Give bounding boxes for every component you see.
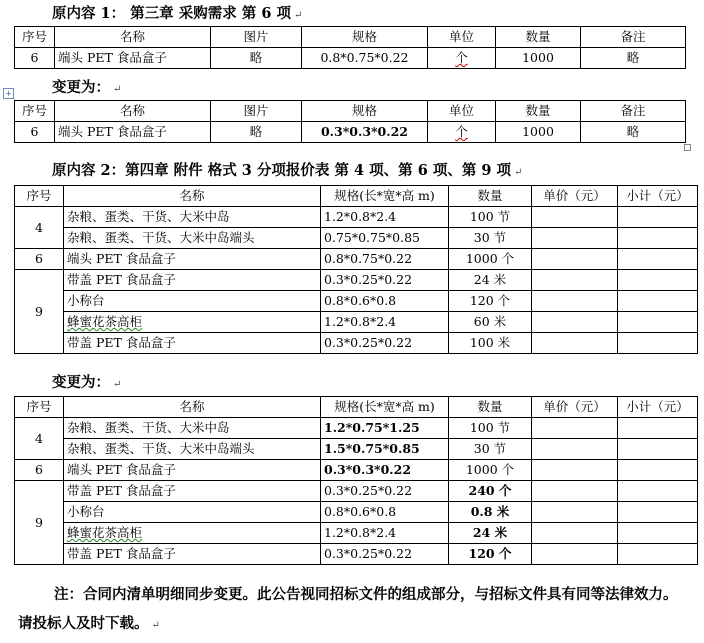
header-cell: 序号	[15, 397, 64, 418]
cell-spec: 0.8*0.6*0.8	[321, 502, 449, 523]
header-cell: 数量	[496, 27, 581, 48]
cell-no: 6	[15, 460, 64, 481]
cell-subtotal	[618, 312, 698, 333]
cell-no: 4	[15, 418, 64, 460]
cell-spec: 1.2*0.8*2.4	[321, 523, 449, 544]
table-row	[15, 48, 686, 69]
paragraph-mark-icon: ↵	[113, 84, 122, 95]
cell-spec: 0.3*0.3*0.22	[321, 460, 449, 481]
section2-changed-heading	[52, 374, 121, 394]
cell-no: 6	[15, 48, 55, 69]
table-resize-handle[interactable]	[684, 144, 691, 151]
table-original-2[interactable]	[14, 185, 698, 354]
header-cell: 数量	[496, 101, 581, 122]
section2-heading-text: 原内容 2：第四章 附件 格式 3 分项报价表 第 4 项、第 6 项、第 9 项	[52, 162, 512, 179]
header-cell: 小计（元）	[618, 397, 698, 418]
cell-spec: 0.8*0.6*0.8	[321, 291, 449, 312]
cell-spec: 1.2*0.8*2.4	[321, 312, 449, 333]
header-cell: 数量	[449, 186, 532, 207]
cell-spec: 0.3*0.25*0.22	[321, 481, 449, 502]
cell-subtotal	[618, 460, 698, 481]
cell-price	[532, 333, 618, 354]
cell-subtotal	[618, 270, 698, 291]
cell-qty: 1000 个	[449, 460, 532, 481]
cell-qty: 240 个	[449, 481, 532, 502]
table-row	[15, 207, 698, 228]
table-move-anchor-icon[interactable]: +	[3, 88, 14, 99]
cell-spec: 0.75*0.75*0.85	[321, 228, 449, 249]
cell-qty: 0.8 米	[449, 502, 532, 523]
cell-subtotal	[618, 544, 698, 565]
cell-spec: 0.3*0.25*0.22	[321, 333, 449, 354]
cell-subtotal	[618, 228, 698, 249]
section1-heading-text: 原内容 1： 第三章 采购需求 第 6 项	[52, 5, 291, 22]
cell-name: 小称台	[64, 291, 321, 312]
cell-no: 9	[15, 481, 64, 565]
table-row	[15, 291, 698, 312]
cell-spec: 0.8*0.75*0.22	[302, 48, 428, 69]
cell-spec: 1.5*0.75*0.85	[321, 439, 449, 460]
header-cell: 名称	[64, 397, 321, 418]
cell-remark: 略	[581, 48, 686, 69]
header-cell: 名称	[64, 186, 321, 207]
footer-note	[18, 580, 688, 640]
cell-unit-text: 个	[455, 124, 468, 139]
paragraph-mark-icon: ↵	[293, 10, 303, 21]
cell-qty: 1000	[496, 122, 581, 143]
cell-price	[532, 544, 618, 565]
section1-heading	[52, 5, 302, 25]
cell-name: 杂粮、蛋类、干货、大米中岛	[64, 207, 321, 228]
cell-price	[532, 207, 618, 228]
table-row	[15, 460, 698, 481]
cell-spec: 0.3*0.25*0.22	[321, 544, 449, 565]
cell-price	[532, 418, 618, 439]
header-cell: 名称	[55, 101, 211, 122]
cell-price	[532, 439, 618, 460]
header-cell: 规格(长*宽*高 m)	[321, 397, 449, 418]
header-cell: 序号	[15, 186, 64, 207]
cell-qty: 100 节	[449, 207, 532, 228]
cell-subtotal	[618, 418, 698, 439]
cell-subtotal	[618, 481, 698, 502]
cell-qty: 24 米	[449, 270, 532, 291]
cell-spec: 0.3*0.3*0.22	[302, 122, 428, 143]
cell-price	[532, 460, 618, 481]
cell-qty: 30 节	[449, 439, 532, 460]
table-row	[15, 333, 698, 354]
cell-name: 杂粮、蛋类、干货、大米中岛端头	[64, 439, 321, 460]
cell-spec: 0.8*0.75*0.22	[321, 249, 449, 270]
cell-subtotal	[618, 291, 698, 312]
cell-subtotal	[618, 502, 698, 523]
table-row	[15, 481, 698, 502]
header-cell: 单价（元）	[532, 397, 618, 418]
cell-subtotal	[618, 333, 698, 354]
cell-price	[532, 249, 618, 270]
cell-name: 端头 PET 食品盒子	[55, 48, 211, 69]
header-cell: 规格	[302, 27, 428, 48]
table-header-row	[15, 397, 698, 418]
cell-price	[532, 291, 618, 312]
footer-note-text: 注：合同内清单明细同步变更。此公告视同招标文件的组成部分，与招标文件具有同等法律效力。请投标人及时下载。	[18, 586, 678, 632]
header-cell: 序号	[15, 27, 55, 48]
table-row	[15, 312, 698, 333]
cell-name	[64, 312, 321, 333]
table-row	[15, 228, 698, 249]
cell-image: 略	[211, 48, 302, 69]
cell-name: 端头 PET 食品盒子	[55, 122, 211, 143]
section2-changed-heading-text: 变更为：	[52, 374, 110, 391]
cell-price	[532, 228, 618, 249]
cell-qty: 1000 个	[449, 249, 532, 270]
table-header-row	[15, 27, 686, 48]
cell-price	[532, 270, 618, 291]
cell-name-text: 蜂蜜花茶高柜	[67, 525, 143, 540]
cell-name	[64, 523, 321, 544]
cell-name: 端头 PET 食品盒子	[64, 460, 321, 481]
header-cell: 数量	[449, 397, 532, 418]
cell-name: 带盖 PET 食品盒子	[64, 333, 321, 354]
cell-subtotal	[618, 523, 698, 544]
header-cell: 规格	[302, 101, 428, 122]
header-cell: 小计（元）	[618, 186, 698, 207]
cell-name: 杂粮、蛋类、干货、大米中岛端头	[64, 228, 321, 249]
cell-price	[532, 523, 618, 544]
cell-subtotal	[618, 207, 698, 228]
table-row	[15, 249, 698, 270]
cell-price	[532, 502, 618, 523]
table-original-1[interactable]	[14, 26, 686, 69]
header-cell: 单位	[428, 27, 496, 48]
cell-name: 带盖 PET 食品盒子	[64, 544, 321, 565]
header-cell: 图片	[211, 27, 302, 48]
paragraph-mark-icon: ↵	[151, 620, 160, 631]
table-row	[15, 523, 698, 544]
table-row	[15, 270, 698, 291]
header-cell: 单价（元）	[532, 186, 618, 207]
cell-qty: 100 米	[449, 333, 532, 354]
cell-name-text: 蜂蜜花茶高柜	[67, 314, 143, 329]
header-cell: 备注	[581, 101, 686, 122]
cell-spec: 0.3*0.25*0.22	[321, 270, 449, 291]
table-row	[15, 418, 698, 439]
table-changed-2[interactable]	[14, 396, 698, 565]
cell-no: 4	[15, 207, 64, 249]
section2-heading	[52, 162, 522, 182]
paragraph-mark-icon: ↵	[113, 379, 122, 390]
cell-qty: 120 个	[449, 291, 532, 312]
cell-subtotal	[618, 249, 698, 270]
cell-qty: 1000	[496, 48, 581, 69]
cell-no: 9	[15, 270, 64, 354]
header-cell: 规格(长*宽*高 m)	[321, 186, 449, 207]
cell-qty: 24 米	[449, 523, 532, 544]
cell-unit	[428, 48, 496, 69]
section1-changed-heading-text: 变更为：	[52, 79, 110, 96]
cell-name: 小称台	[64, 502, 321, 523]
table-row	[15, 544, 698, 565]
header-cell: 序号	[15, 101, 55, 122]
header-cell: 图片	[211, 101, 302, 122]
cell-qty: 60 米	[449, 312, 532, 333]
section1-changed-heading	[52, 79, 121, 99]
table-changed-1[interactable]	[14, 100, 686, 143]
header-cell: 备注	[581, 27, 686, 48]
cell-qty: 100 节	[449, 418, 532, 439]
cell-qty: 30 节	[449, 228, 532, 249]
cell-name: 杂粮、蛋类、干货、大米中岛	[64, 418, 321, 439]
table-row	[15, 439, 698, 460]
cell-name: 端头 PET 食品盒子	[64, 249, 321, 270]
cell-image: 略	[211, 122, 302, 143]
cell-subtotal	[618, 439, 698, 460]
table-header-row	[15, 101, 686, 122]
header-cell: 单位	[428, 101, 496, 122]
table-header-row	[15, 186, 698, 207]
table-row	[15, 122, 686, 143]
cell-no: 6	[15, 249, 64, 270]
table-row	[15, 502, 698, 523]
cell-name: 带盖 PET 食品盒子	[64, 270, 321, 291]
cell-name: 带盖 PET 食品盒子	[64, 481, 321, 502]
cell-unit	[428, 122, 496, 143]
header-cell: 名称	[55, 27, 211, 48]
cell-spec: 1.2*0.8*2.4	[321, 207, 449, 228]
cell-price	[532, 312, 618, 333]
cell-remark: 略	[581, 122, 686, 143]
paragraph-mark-icon: ↵	[514, 167, 523, 178]
cell-unit-text: 个	[455, 50, 468, 65]
cell-spec: 1.2*0.75*1.25	[321, 418, 449, 439]
cell-qty: 120 个	[449, 544, 532, 565]
cell-no: 6	[15, 122, 55, 143]
cell-price	[532, 481, 618, 502]
